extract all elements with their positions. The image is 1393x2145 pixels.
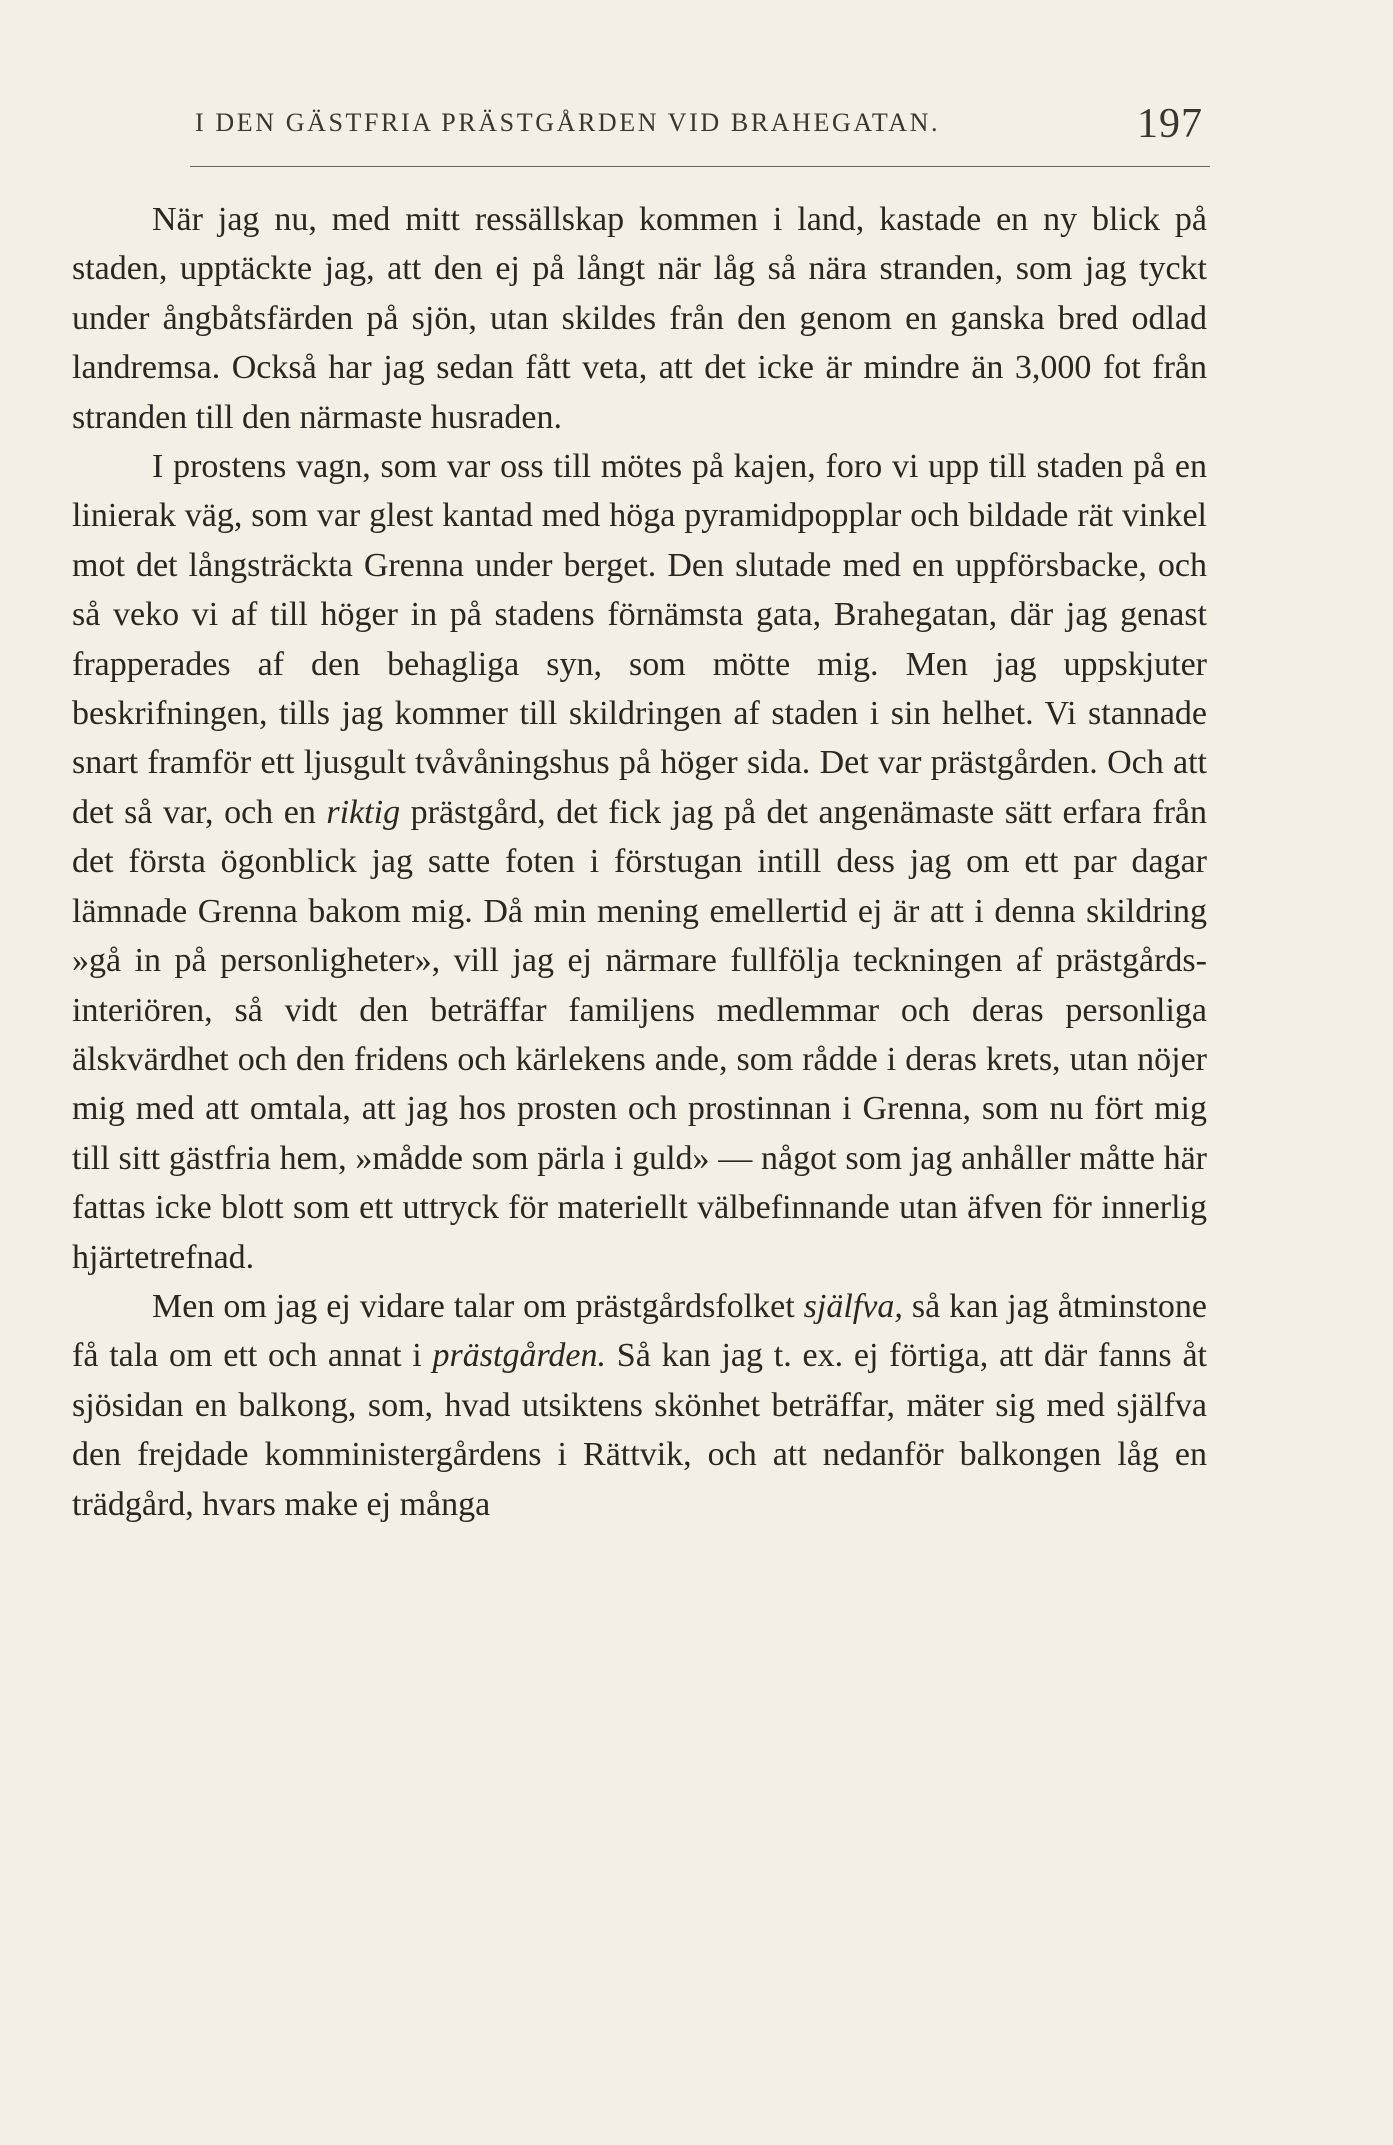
paragraph-3-italic-word-2: prästgården. <box>432 1337 607 1375</box>
running-head: I DEN GÄSTFRIA PRÄSTGÅRDEN VID BRAHEGATAN. <box>195 108 941 137</box>
paragraph-2 <box>72 442 1207 1282</box>
paragraph-3-text-part-1: Men om jag ej vidare talar om prästgårdsfolket <box>152 1287 795 1325</box>
paragraph-2-italic-word: riktig <box>326 793 401 831</box>
paragraph-3 <box>72 1282 1207 1529</box>
paragraph-1-text: När jag nu, med mitt ressällskap kommen i land, kastade en ny blick på staden, upptäckte jag, att den ej på långt när låg så nära stranden, som jag tyckt under ångbåtsfärden på sjön, utan skildes från den genom en ganska bred odlad landremsa. Också har jag sedan fått veta, att det icke är mindre än 3,000 fot från stranden till den närmaste husraden. <box>72 201 1207 436</box>
paragraph-1 <box>72 195 1207 442</box>
paragraph-3-text-part-2: så kan jag åtminstone få tala om ett och annat i <box>72 1287 1207 1375</box>
page-number: 197 <box>1137 101 1203 147</box>
paragraph-3-italic-word-1: själfva, <box>803 1287 903 1325</box>
paragraph-2-text-part-1: I prostens vagn, som var oss till mötes på kajen, foro vi upp till staden på en linierak väg, som var glest kantad med höga pyramidpopplar och bildade rät vinkel mot det långsträckta Grenna under berget. Den slutade med en uppförsbacke, och så veko vi af till höger in på stadens förnämsta gata, Brahegatan, där jag genast frapperades af den behagliga syn, som mötte mig. Men jag uppskjuter beskrifningen, tills jag kommer till skildringen af staden i sin helhet. Vi stannade snart framför ett ljusgult tvåvåningshus på höger sida. Det var prästgården. Och att det så var, och en <box>72 448 1207 831</box>
body-text <box>72 195 1207 1529</box>
paragraph-2-text-part-2: prästgård, det fick jag på det angenämaste sätt erfara från det första ögonblick jag satte foten i förstugan intill dess jag om ett par dagar lämnade Grenna bakom mig. Då min mening emellertid ej är att i denna skildring »gå in på personligheter», vill jag ej närmare fullfölja teckningen af prästgårdsinteriören, så vidt den beträffar familjens medlemmar och deras personliga älskvärdhet och den fridens och kärlekens ande, som rådde i deras krets, utan nöjer mig med att omtala, att jag hos prosten och prostinnan i Grenna, som nu fört mig till sitt gästfria hem, »mådde som pärla i guld» — något som jag anhåller måtte här fattas icke blott som ett uttryck för materiellt välbefinnande utan äfven för innerlig hjärtetrefnad. <box>72 793 1208 1276</box>
header-rule <box>190 166 1210 167</box>
page-header <box>195 100 1215 150</box>
paragraph-3-text-part-3: Så kan jag t. ex. ej förtiga, att där fanns åt sjösidan en balkong, som, hvad utsiktens skönhet beträffar, mäter sig med själfva den frejdade komministergårdens i Rättvik, och att nedanför balkongen låg en trädgård, hvars make ej många <box>72 1337 1207 1523</box>
